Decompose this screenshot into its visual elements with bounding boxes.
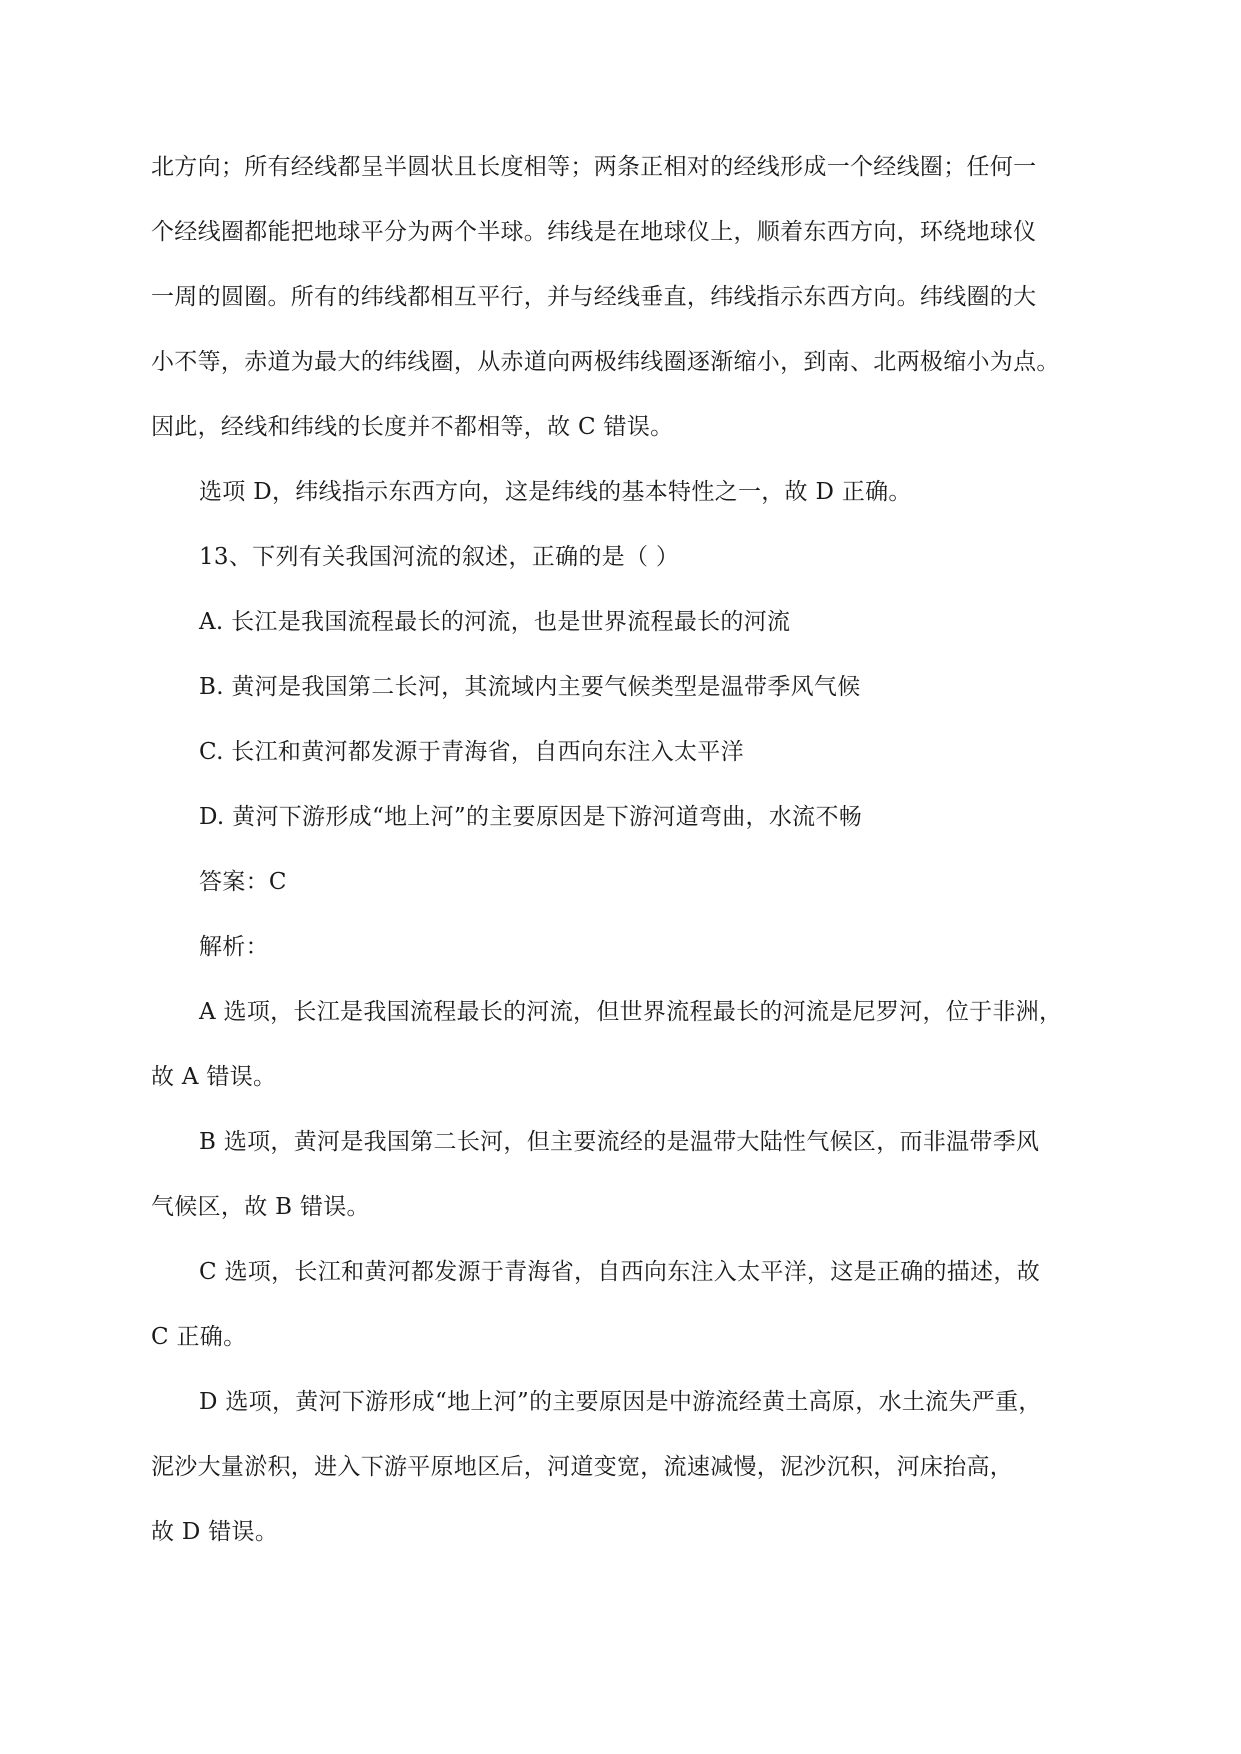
paragraph-line: A 选项，长江是我国流程最长的河流，但世界流程最长的河流是尼罗河，位于非洲， [199, 999, 1063, 1025]
paragraph-line: C 正确。 [151, 1324, 247, 1350]
option-b: B. 黄河是我国第二长河，其流域内主要气候类型是温带季风气候 [199, 674, 861, 700]
paragraph-line: D 选项，黄河下游形成“地上河”的主要原因是中游流经黄土高原，水土流失严重， [199, 1389, 1042, 1415]
paragraph-line: 故 D 错误。 [151, 1519, 279, 1545]
question-title: 13、下列有关我国河流的叙述，正确的是（ ） [199, 544, 680, 570]
paragraph-line: B 选项，黄河是我国第二长河，但主要流经的是温带大陆性气候区，而非温带季风 [199, 1129, 1040, 1155]
paragraph-line: 因此，经线和纬线的长度并不都相等，故 C 错误。 [151, 414, 674, 440]
analysis-label: 解析： [199, 934, 269, 960]
paragraph-line: 小不等，赤道为最大的纬线圈，从赤道向两极纬线圈逐渐缩小，到南、北两极缩小为点。 [151, 349, 1060, 375]
option-a: A. 长江是我国流程最长的河流，也是世界流程最长的河流 [199, 609, 791, 635]
option-d: D. 黄河下游形成“地上河”的主要原因是下游河道弯曲，水流不畅 [199, 804, 863, 830]
paragraph-line: 故 A 错误。 [151, 1064, 277, 1090]
paragraph-line: C 选项，长江和黄河都发源于青海省，自西向东注入太平洋，这是正确的描述，故 [199, 1259, 1041, 1285]
paragraph-line: 个经线圈都能把地球平分为两个半球。纬线是在地球仪上，顺着东西方向，环绕地球仪 [151, 219, 1037, 245]
paragraph-line: 气候区，故 B 错误。 [151, 1194, 370, 1220]
paragraph-line: 北方向；所有经线都呈半圆状且长度相等；两条正相对的经线形成一个经线圈；任何一 [151, 154, 1037, 180]
answer-line: 答案：C [199, 869, 287, 895]
paragraph-line: 泥沙大量淤积，进入下游平原地区后，河道变宽，流速减慢，泥沙沉积，河床抬高， [151, 1454, 1014, 1480]
paragraph-line: 一周的圆圈。所有的纬线都相互平行，并与经线垂直，纬线指示东西方向。纬线圈的大 [151, 284, 1037, 310]
paragraph-line: 选项 D，纬线指示东西方向，这是纬线的基本特性之一，故 D 正确。 [199, 479, 912, 505]
option-c: C. 长江和黄河都发源于青海省，自西向东注入太平洋 [199, 739, 744, 765]
